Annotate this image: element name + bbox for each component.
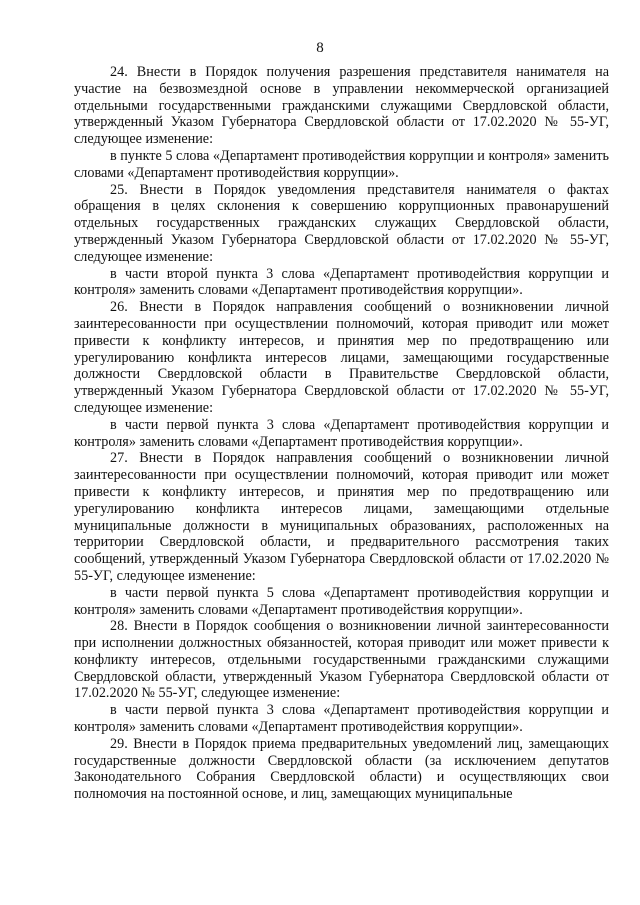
paragraph-26-change: в части первой пункта 3 слова «Департамент противодействия коррупции и контроля» заменить словами «Департамент противодействия коррупции». [74,416,609,450]
paragraph-24-change: в пункте 5 слова «Департамент противодействия коррупции и контроля» заменить словами «Департамент противодействия коррупции». [74,147,609,181]
page-number: 8 [316,40,324,56]
paragraph-25: 25. Внести в Порядок уведомления представителя нанимателя о фактах обращения в целях склонения к совершению коррупционных правонарушений отдельных государственных гражданских служащих Свердловской области, утвержденный Указом Губернатора Свердловской области от 17.02.2020 № 55-УГ, следующее изменение: [74,181,609,265]
paragraph-29: 29. Внести в Порядок приема предварительных уведомлений лиц, замещающих государственные должности Свердловской области (за исключением депутатов Законодательного Собрания Свердловской области) и осуществляющих свои полномочия на постоянной основе, и лиц, замещающих муниципальные [74,735,609,803]
paragraph-26: 26. Внести в Порядок направления сообщений о возникновении личной заинтересованности при осуществлении полномочий, которая приводит или может привести к конфликту интересов, и принятия мер по предотвращению или урегулированию конфликта интересов лицами, замещающими государственные должности Свердловской области в Правительстве Свердловской области, утвержденный Указом Губернатора Свердловской области от 17.02.2020 № 55-УГ, следующее изменение: [74,299,609,416]
paragraph-28-change: в части первой пункта 3 слова «Департамент противодействия коррупции и контроля» заменить словами «Департамент противодействия коррупции». [74,702,609,736]
document-body [74,64,609,803]
paragraph-27: 27. Внести в Порядок направления сообщений о возникновении личной заинтересованности при осуществлении полномочий, которая приводит или может привести к конфликту интересов, и принятия мер по предотвращению или урегулированию конфликта интересов лицами, замещающими отдельные муниципальные должности в муниципальных образованиях, расположенных на территории Свердловской области, и предварительного рассмотрения таких сообщений, утвержденный Указом Губернатора Свердловской области от 17.02.2020 № 55-УГ, следующее изменение: [74,450,609,584]
paragraph-24: 24. Внести в Порядок получения разрешения представителя нанимателя на участие на безвозмездной основе в управлении некоммерческой организацией отдельными государственными гражданскими служащими Свердловской области, утвержденный Указом Губернатора Свердловской области от 17.02.2020 № 55-УГ, следующее изменение: [74,64,609,148]
paragraph-27-change: в части первой пункта 5 слова «Департамент противодействия коррупции и контроля» заменить словами «Департамент противодействия коррупции». [74,584,609,618]
paragraph-25-change: в части второй пункта 3 слова «Департамент противодействия коррупции и контроля» заменить словами «Департамент противодействия коррупции». [74,265,609,299]
paragraph-28: 28. Внести в Порядок сообщения о возникновении личной заинтересованности при исполнении должностных обязанностей, которая приводит или может привести к конфликту интересов, отдельными государственными гражданскими служащими Свердловской области, утвержденный Указом Губернатора Свердловской области от 17.02.2020 № 55-УГ, следующее изменение: [74,618,609,702]
